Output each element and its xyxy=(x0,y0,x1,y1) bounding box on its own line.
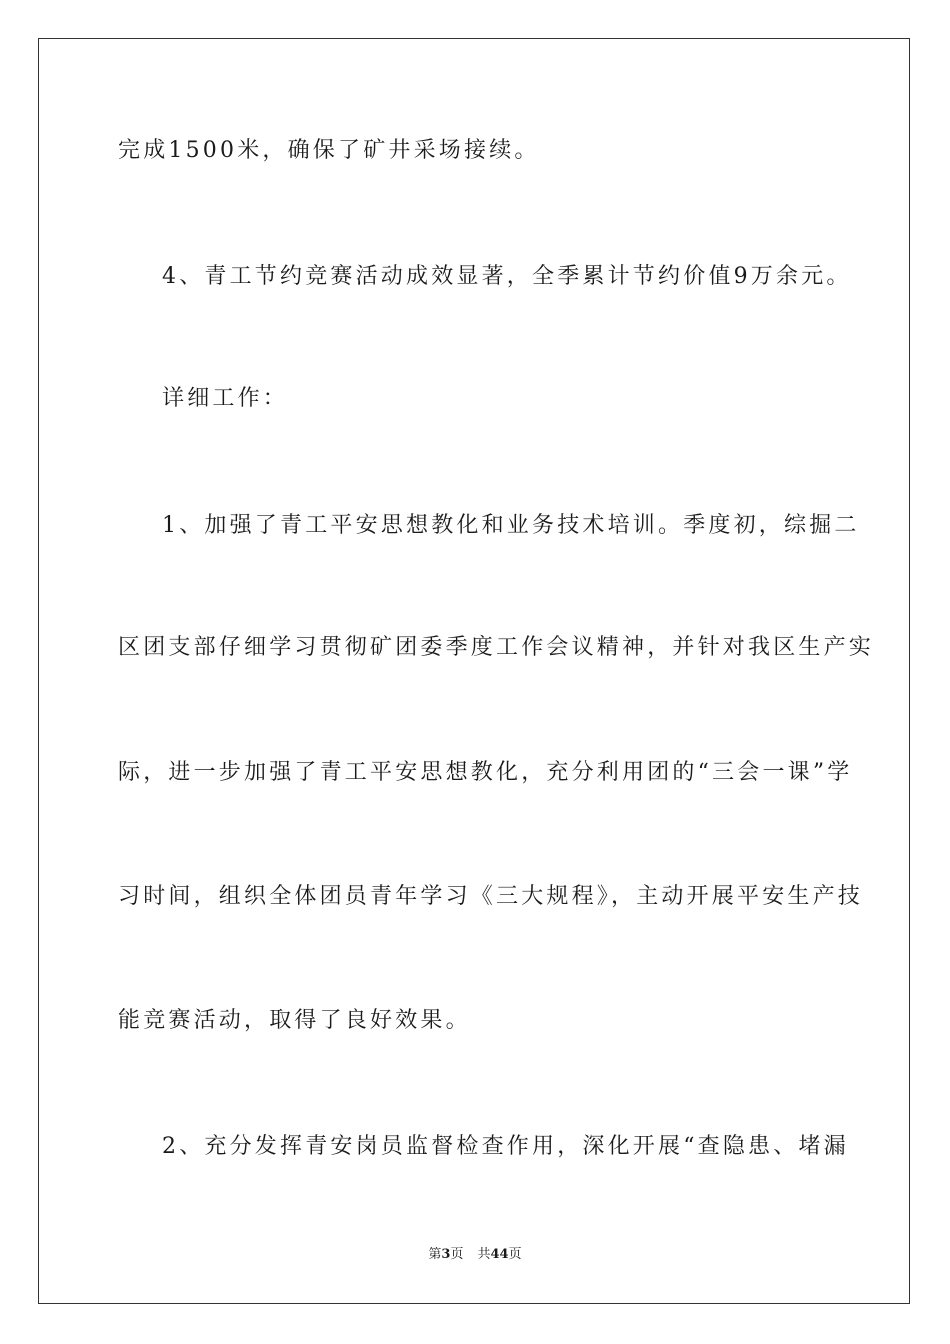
section-heading: 详细工作： xyxy=(162,386,289,411)
page-unit: 页 xyxy=(450,1247,464,1262)
body-line-5: 区团支部仔细学习贯彻矿团委季度工作会议精神，并针对我区生产实 xyxy=(118,635,875,660)
body-line-9: 2、充分发挥青安岗员监督检查作用，深化开展“查隐患、堵漏 xyxy=(162,1134,849,1159)
body-line-7: 习时间，组织全体团员青年学习《三大规程》，主动开展平安生产技 xyxy=(118,884,864,909)
body-line-2: 4、青工节约竞赛活动成效显著，全季累计节约价值9万余元。 xyxy=(162,264,852,289)
body-line-6: 际，进一步加强了青工平安思想教化，充分利用团的“三会一课”学 xyxy=(118,760,853,785)
page-footer xyxy=(0,1246,950,1264)
body-line-1: 完成1500米，确保了矿井采场接续。 xyxy=(118,138,540,163)
total-page-number: 44 xyxy=(490,1247,509,1262)
page-border xyxy=(38,38,910,1304)
body-line-4: 1、加强了青工平安思想教化和业务技术培训。季度初，综掘二 xyxy=(162,513,860,538)
body-line-8: 能竞赛活动，取得了良好效果。 xyxy=(118,1008,471,1033)
current-page-number: 3 xyxy=(441,1247,451,1262)
total-unit: 页 xyxy=(508,1247,522,1262)
page-prefix: 第 xyxy=(428,1247,442,1262)
total-prefix: 共 xyxy=(477,1247,491,1262)
